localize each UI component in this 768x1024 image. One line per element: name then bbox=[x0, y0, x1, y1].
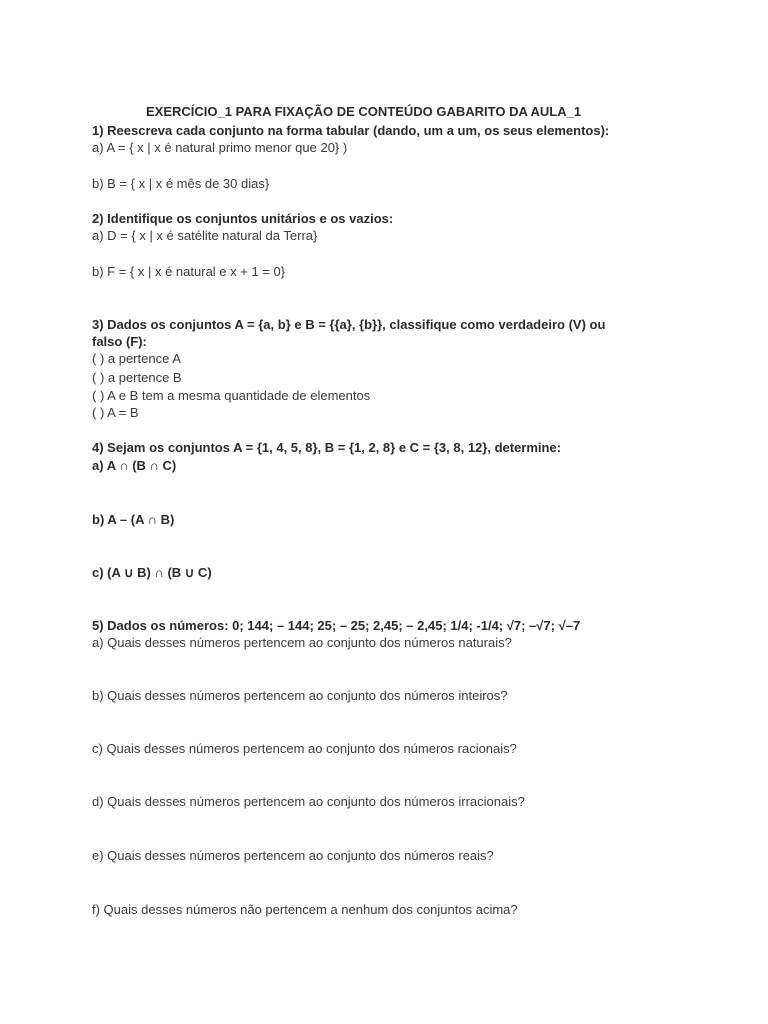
question-1a: a) A = { x | x é natural primo menor que 20} ) bbox=[92, 140, 348, 155]
question-5c: c) Quais desses números pertencem ao conjunto dos números racionais? bbox=[92, 741, 517, 756]
question-1b: b) B = { x | x é mês de 30 dias} bbox=[92, 176, 270, 191]
question-2a: a) D = { x | x é satélite natural da Terra} bbox=[92, 228, 318, 243]
question-2-heading: 2) Identifique os conjuntos unitários e os vazios: bbox=[92, 211, 394, 226]
question-5b: b) Quais desses números pertencem ao conjunto dos números inteiros? bbox=[92, 688, 508, 703]
question-3-item: ( ) A e B tem a mesma quantidade de elementos bbox=[92, 388, 371, 403]
question-4b: b) A – (A ∩ B) bbox=[92, 512, 175, 527]
page-title: EXERCÍCIO_1 PARA FIXAÇÃO DE CONTEÚDO GABARITO DA AULA_1 bbox=[146, 104, 582, 119]
question-3-item: ( ) A = B bbox=[92, 405, 139, 420]
question-3-item: ( ) a pertence A bbox=[92, 351, 181, 366]
question-5a: a) Quais desses números pertencem ao conjunto dos números naturais? bbox=[92, 635, 512, 650]
question-1-heading: 1) Reescreva cada conjunto na forma tabular (dando, um a um, os seus elementos): bbox=[92, 123, 610, 138]
question-3-item: ( ) a pertence B bbox=[92, 370, 182, 385]
question-5-heading: 5) Dados os números: 0; 144; – 144; 25; – 25; 2,45; – 2,45; 1/4; -1/4; √7; –√7; √–7 bbox=[92, 618, 581, 633]
question-4a: a) A ∩ (B ∩ C) bbox=[92, 458, 177, 473]
question-3-heading-line2: falso (F): bbox=[92, 334, 147, 349]
question-4c: c) (A ∪ B) ∩ (B ∪ C) bbox=[92, 565, 212, 580]
question-5d: d) Quais desses números pertencem ao conjunto dos números irracionais? bbox=[92, 794, 525, 809]
question-4-heading: 4) Sejam os conjuntos A = {1, 4, 5, 8}, B = {1, 2, 8} e C = {3, 8, 12}, determine: bbox=[92, 440, 562, 455]
question-5f: f) Quais desses números não pertencem a nenhum dos conjuntos acima? bbox=[92, 902, 518, 917]
question-3-heading-line1: 3) Dados os conjuntos A = {a, b} e B = {{a}, {b}}, classifique como verdadeiro (V) ou bbox=[92, 317, 606, 332]
question-5e: e) Quais desses números pertencem ao conjunto dos números reais? bbox=[92, 848, 494, 863]
question-2b: b) F = { x | x é natural e x + 1 = 0} bbox=[92, 264, 286, 279]
